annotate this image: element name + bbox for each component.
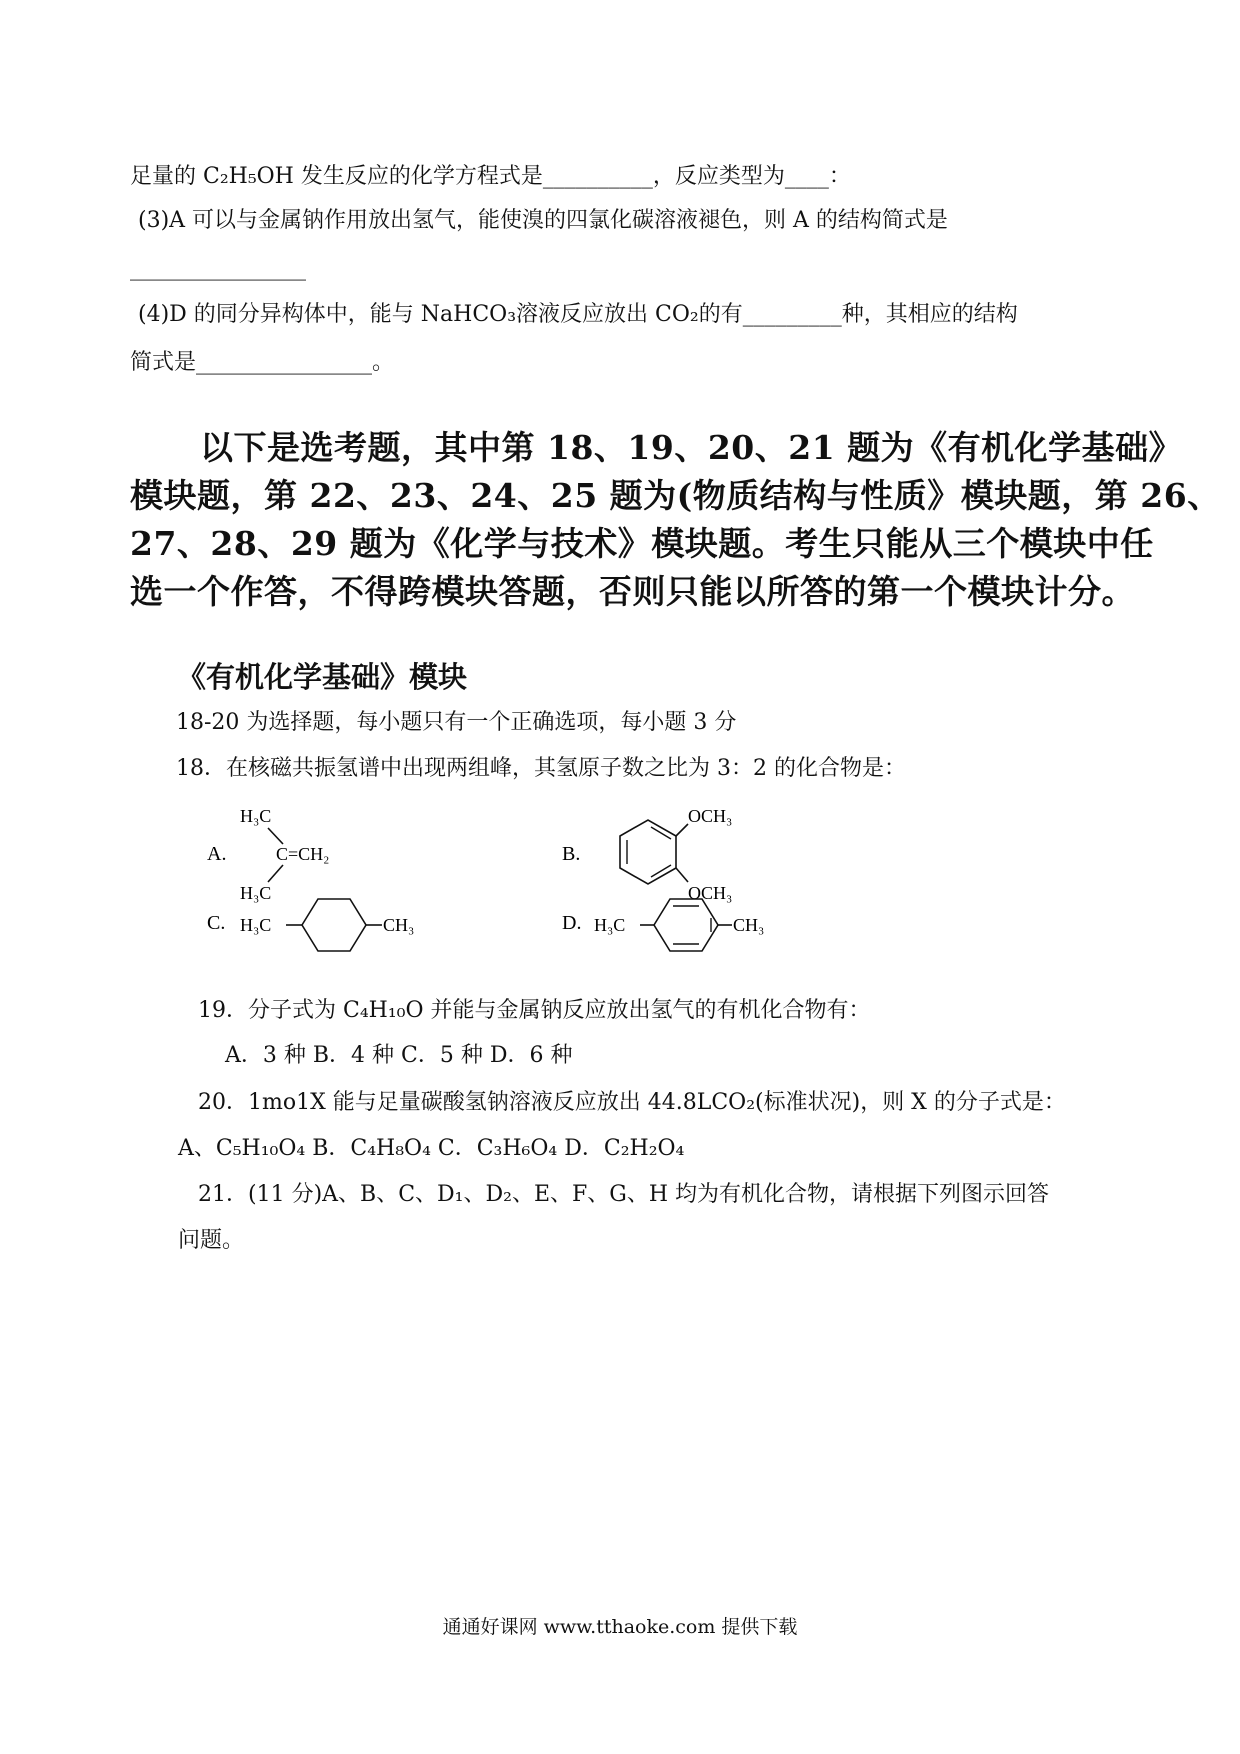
q20-stem: 20．1mo1X 能与足量碳酸氢钠溶液反应放出 44.8LCO₂(标准状况)，则 X 的分子式是： <box>198 1090 1066 1115</box>
q18-c-left-group: H₃C <box>240 915 272 935</box>
q18-a-bond-lower <box>268 865 283 882</box>
q18-b-double-bond-3 <box>651 865 671 877</box>
q18-b-double-bond-2 <box>651 827 671 839</box>
q18-structures <box>0 798 1240 958</box>
q17-line-5: 简式是________________。 <box>130 350 395 375</box>
q18-stem: 18．在核磁共振氢谱中出现两组峰，其氢原子数之比为 3：2 的化合物是： <box>176 756 906 781</box>
q18-a-label: A. <box>207 843 227 865</box>
q18-b-ring <box>620 820 676 884</box>
q17-line-4: (4)D 的同分异构体中，能与 NaHCO₃溶液反应放出 CO₂的有_________种，其相应的结构 <box>138 302 1018 327</box>
notice-line-3: 27、28、29 题为《化学与技术》模块题。考生只能从三个模块中任 <box>130 524 1154 563</box>
q17-answer-blank: ________________ <box>130 256 306 281</box>
notice-line-2: 模块题，第 22、23、24、25 题为(物质结构与性质》模块题，第 26、 <box>130 476 1221 515</box>
q18-d-ring <box>654 899 718 951</box>
q18-d-right-group: CH₃ <box>733 915 765 935</box>
footer-credit: 通通好课网 www.tthaoke.com 提供下载 <box>442 1616 798 1638</box>
module-title: 《有机化学基础》模块 <box>177 660 468 694</box>
q19-stem: 19．分子式为 C₄H₁₀O 并能与金属钠反应放出氢气的有机化合物有： <box>198 998 871 1023</box>
q18-d-left-group: H₃C <box>594 915 626 935</box>
q18-c-right-group: CH₃ <box>383 915 415 935</box>
notice-line-1: 以下是选考题，其中第 18、19、20、21 题为《有机化学基础》 <box>200 428 1183 467</box>
q19-options: A．3 种 B．4 种 C．5 种 D．6 种 <box>225 1043 573 1068</box>
q17-line-1: 足量的 C₂H₅OH 发生反应的化学方程式是__________，反应类型为____： <box>130 164 851 189</box>
q18-a-top-group: H₃C <box>240 806 272 826</box>
q18-b-bond-1 <box>676 824 688 836</box>
q18-c-label: C. <box>207 912 226 934</box>
q18-d-label: D. <box>562 912 582 934</box>
q18-a-bond-upper <box>268 828 283 844</box>
q21-stem: 21．(11 分)A、B、C、D₁、D₂、E、F、G、H 均为有机化合物，请根据下列图示回答 <box>198 1182 1050 1207</box>
q20-options: A、C₅H₁₀O₄ B．C₄H₈O₄ C．C₃H₆O₄ D．C₂H₂O₄ <box>178 1136 685 1161</box>
module-intro: 18-20 为选择题，每小题只有一个正确选项，每小题 3 分 <box>176 710 737 735</box>
q18-b-bond-2 <box>676 868 688 882</box>
q18-a-bottom-group: H₃C <box>240 883 272 903</box>
q18-b-substituent-2: OCH₃ <box>688 883 733 903</box>
q21-stem-cont: 问题。 <box>178 1228 245 1253</box>
q18-c-ring <box>302 899 366 951</box>
q18-b-substituent-1: OCH₃ <box>688 806 733 826</box>
notice-line-4: 选一个作答，不得跨模块答题，否则只能以所答的第一个模块计分。 <box>130 572 1135 611</box>
q18-b-label: B. <box>562 843 581 865</box>
q17-line-2: (3)A 可以与金属钠作用放出氢气，能使溴的四氯化碳溶液褪色，则 A 的结构简式是 <box>138 208 948 233</box>
q18-a-mid-group: C=CH₂ <box>276 844 330 864</box>
